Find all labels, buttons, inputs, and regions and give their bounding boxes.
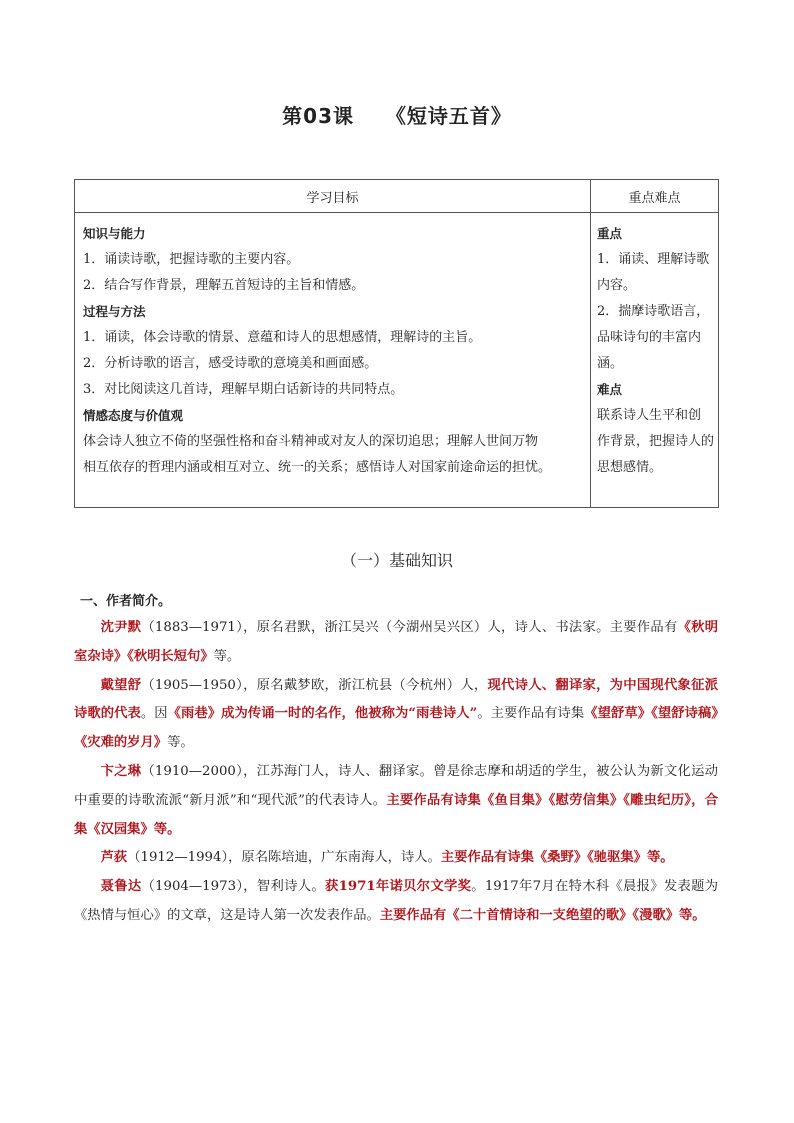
key-point-line: 涵。 — [596, 356, 623, 371]
objective-category: 过程与方法 — [83, 304, 146, 319]
table-header-row — [75, 180, 719, 213]
highlighted-text: 获1971年诺贝尔文学奖 — [324, 879, 472, 895]
key-point-category: 重点 — [596, 226, 622, 241]
key-point-line: 内容。 — [596, 278, 636, 293]
highlighted-text: 戴望舒 — [100, 677, 142, 693]
author-paragraph — [74, 614, 718, 672]
paragraph-text: （1912—1994），原名陈培迪，广东南海人，诗人。 — [127, 850, 441, 866]
objective-item: 相互依存的哲理内涵或相互对立、统一的关系；感悟诗人对国家前途命运的担忧。 — [83, 460, 552, 475]
highlighted-text: 卞之琳 — [100, 763, 142, 779]
subsection-heading: 一、作者简介。 — [80, 594, 172, 609]
objectives-cell — [75, 213, 591, 508]
author-intro-body — [74, 614, 718, 931]
paragraph-text: 。主要作品有诗集 — [477, 706, 585, 722]
paragraph-text: （1883—1971），原名君默，浙江吴兴（今湖州吴兴区）人，诗人、书法家。主要作品有 — [141, 620, 678, 635]
key-point-line: 品味诗句的丰富内 — [596, 330, 701, 345]
author-paragraph — [74, 672, 718, 758]
highlighted-text: 《秋明室杂诗》《秋明长短句》 — [74, 620, 719, 664]
highlighted-text: 聂鲁达 — [100, 879, 142, 895]
objective-item: 1．诵读诗歌，把握诗歌的主要内容。 — [83, 252, 300, 267]
author-paragraph — [74, 758, 718, 844]
objective-item: 1．诵读，体会诗歌的情景、意蕴和诗人的思想感情，理解诗的主旨。 — [83, 330, 482, 345]
paragraph-text: （1904—1973），智利诗人。 — [141, 879, 325, 895]
highlighted-text: 沈尹默 — [100, 620, 142, 635]
author-paragraph — [74, 873, 718, 931]
objectives-table — [74, 179, 719, 508]
table-content-row — [75, 213, 719, 508]
highlighted-text: 主要作品有诗集《鱼目集》《慰劳信集》《雕虫纪历》，合集《汉园集》等。 — [74, 792, 718, 837]
objective-item: 3．对比阅读这几首诗，理解早期白话新诗的共同特点。 — [83, 382, 404, 397]
objective-category: 知识与能力 — [83, 226, 146, 241]
section-heading: （一）基础知识 — [340, 551, 453, 570]
page-title: 第03课 《短诗五首》 — [282, 104, 512, 128]
key-points-cell — [590, 213, 718, 508]
highlighted-text: 《望舒草》《望舒诗稿》《灾难的岁月》 — [74, 706, 719, 751]
key-point-category: 难点 — [596, 382, 622, 397]
highlighted-text: 主要作品有《二十首情诗和一支绝望的歌》《漫歌》等。 — [379, 907, 706, 923]
author-paragraph — [74, 844, 718, 873]
highlighted-text: 现代诗人、翻译家，为中国现代象征派诗歌的代表 — [74, 677, 719, 722]
key-point-line: 作背景，把握诗人的 — [596, 434, 714, 449]
key-point-line: 思想感情。 — [596, 460, 662, 475]
highlighted-text: 芦荻 — [100, 850, 128, 866]
key-point-line: 1．诵读、理解诗歌 — [596, 252, 710, 267]
objective-item: 体会诗人独立不倚的坚强性格和奋斗精神或对友人的深切追思；理解人世间万物 — [83, 434, 539, 449]
paragraph-text: 等。 — [167, 735, 194, 751]
paragraph-text: （1905—1950），原名戴梦欧，浙江杭县（今杭州）人， — [141, 677, 488, 693]
paragraph-text: 。1917年7月在特木科《晨报》发表题为《热情与恒心》的文章，这是诗人第一次发表作品。 — [74, 879, 718, 923]
highlighted-text: 《雨巷》成为传诵一时的名作，他被称为“雨巷诗人” — [167, 706, 478, 722]
header-key-points: 重点难点 — [590, 180, 718, 213]
paragraph-text: 等。 — [213, 648, 241, 664]
header-learning-objectives: 学习目标 — [75, 180, 591, 213]
objective-item: 2．结合写作背景，理解五首短诗的主旨和情感。 — [83, 278, 365, 293]
objective-item: 2．分析诗歌的语言，感受诗歌的意境美和画面感。 — [83, 356, 378, 371]
paragraph-text: （1910—2000），江苏海门人，诗人、翻译家。曾是徐志摩和胡适的学生，被公认为新文化运动中重要的诗歌流派“新月派”和“现代派”的代表诗人。 — [74, 763, 719, 808]
key-point-line: 联系诗人生平和创 — [596, 408, 701, 423]
highlighted-text: 主要作品有诗集《桑野》《驰驱集》等。 — [440, 850, 674, 866]
key-point-line: 2．揣摩诗歌语言， — [596, 304, 710, 319]
paragraph-text: 。因 — [140, 706, 168, 722]
objective-category: 情感态度与价值观 — [83, 408, 184, 423]
